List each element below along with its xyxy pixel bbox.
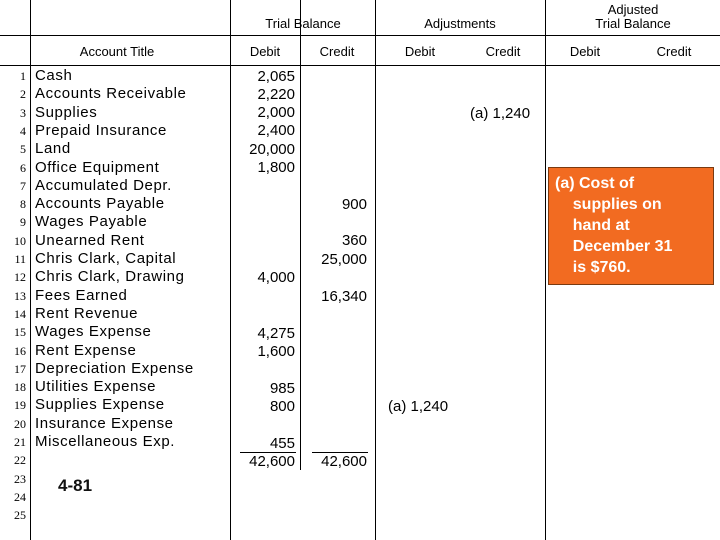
account-title: Land bbox=[35, 140, 71, 158]
account-title: Fees Earned bbox=[35, 286, 128, 304]
row-number: 4 bbox=[20, 123, 26, 138]
row-number: 8 bbox=[20, 197, 26, 212]
tb-debit-misc-expense: 455 bbox=[269, 435, 295, 452]
account-title: Wages Expense bbox=[35, 323, 152, 341]
account-title: Unearned Rent bbox=[35, 231, 145, 249]
row-number: 11 bbox=[14, 252, 26, 266]
note-line-4: December 31 bbox=[555, 238, 673, 255]
row-number: 19 bbox=[14, 398, 26, 413]
row-number: 12 bbox=[14, 270, 26, 285]
row-number: 15 bbox=[14, 325, 26, 340]
adj-debit-supplies-expense: (a) 1,240 bbox=[388, 398, 449, 415]
row-number: 14 bbox=[14, 306, 26, 321]
note-line-2: supplies on bbox=[555, 196, 662, 213]
tb-debit-prepaid-insurance: 2,400 bbox=[257, 122, 295, 139]
account-title: Chris Clark, Drawing bbox=[35, 268, 185, 286]
grid-vline-rownum bbox=[30, 0, 31, 540]
row-number: 5 bbox=[20, 142, 26, 157]
grid-vline-adjustments bbox=[375, 0, 376, 540]
row-number: 9 bbox=[20, 215, 26, 230]
header-adj-debit: Debit bbox=[404, 44, 436, 59]
grid-vline-adjusted bbox=[545, 0, 546, 540]
account-title: Supplies bbox=[35, 103, 98, 121]
account-title: Supplies Expense bbox=[35, 396, 165, 414]
row-number: 1 bbox=[20, 69, 26, 83]
tb-debit-supplies-expense: 800 bbox=[269, 398, 295, 415]
tb-debit-office-equipment: 1,800 bbox=[257, 159, 295, 176]
row-number: 6 bbox=[20, 160, 26, 175]
row-number: 20 bbox=[14, 416, 26, 431]
grid-vline-tb-credit bbox=[300, 0, 301, 470]
row-number: 13 bbox=[14, 288, 26, 303]
note-line-3: hand at bbox=[555, 217, 630, 234]
account-title: Rent Expense bbox=[35, 341, 137, 359]
row-number: 23 bbox=[14, 471, 26, 486]
header-atb-credit: Credit bbox=[656, 44, 692, 59]
tb-credit-fees-earned: 16,340 bbox=[321, 288, 367, 305]
tb-credit-accumulated-depr: 900 bbox=[341, 196, 367, 213]
tb-debit-wages-expense: 4,275 bbox=[257, 325, 295, 342]
row-number: 21 bbox=[14, 435, 26, 449]
account-title: Rent Revenue bbox=[35, 304, 139, 322]
header-trial-balance: Trial Balance bbox=[265, 16, 341, 31]
tb-credit-total: 42,600 bbox=[321, 453, 367, 470]
account-title: Chris Clark, Capital bbox=[35, 250, 177, 267]
header-adjusted-line1: Adjusted bbox=[607, 2, 659, 17]
account-title: Cash bbox=[35, 67, 73, 84]
row-number: 18 bbox=[14, 380, 26, 395]
tb-debit-cash: 2,065 bbox=[257, 68, 295, 85]
row-number: 17 bbox=[14, 361, 26, 376]
tb-credit-unearned-rent: 360 bbox=[341, 232, 367, 249]
tb-credit-capital: 25,000 bbox=[321, 251, 367, 268]
adj-credit-supplies: (a) 1,240 bbox=[470, 105, 531, 122]
tb-debit-total: 42,600 bbox=[249, 453, 295, 470]
note-line-5: is $760. bbox=[555, 259, 631, 276]
row-number: 22 bbox=[14, 453, 26, 468]
account-title: Wages Payable bbox=[35, 213, 148, 231]
account-title: Office Equipment bbox=[35, 158, 160, 176]
row-number: 16 bbox=[14, 343, 26, 358]
grid-vline-account bbox=[230, 0, 231, 540]
row-number: 3 bbox=[20, 105, 26, 120]
header-adjustments: Adjustments bbox=[424, 16, 496, 31]
account-title: Utilities Expense bbox=[35, 378, 157, 396]
account-title: Accumulated Depr. bbox=[35, 176, 172, 194]
header-adj-credit: Credit bbox=[485, 44, 521, 59]
note-line-1: (a) Cost of bbox=[555, 175, 635, 192]
row-number: 25 bbox=[14, 508, 26, 523]
row-number: 24 bbox=[14, 489, 26, 504]
tb-debit-utilities-expense: 985 bbox=[269, 380, 295, 397]
grid-hline-header-top bbox=[0, 35, 720, 36]
account-title: Insurance Expense bbox=[35, 414, 174, 432]
adjustment-note-box bbox=[548, 167, 714, 285]
header-account-title: Account Title bbox=[79, 44, 155, 59]
tb-debit-drawing: 4,000 bbox=[257, 269, 295, 286]
account-title: Miscellaneous Exp. bbox=[35, 433, 176, 450]
row-number: 10 bbox=[14, 233, 26, 248]
account-title: Accounts Payable bbox=[35, 195, 165, 213]
tb-debit-land: 20,000 bbox=[249, 141, 295, 158]
header-atb-debit: Debit bbox=[569, 44, 601, 59]
tb-debit-supplies: 2,000 bbox=[257, 104, 295, 121]
row-number: 2 bbox=[20, 87, 26, 102]
account-title: Prepaid Insurance bbox=[35, 121, 167, 139]
grid-hline-header-bottom bbox=[0, 65, 720, 66]
account-title: Accounts Receivable bbox=[35, 85, 187, 103]
header-adjusted-line2: Trial Balance bbox=[595, 16, 671, 31]
header-tb-credit: Credit bbox=[319, 44, 355, 59]
slide-number: 4-81 bbox=[58, 476, 93, 495]
header-tb-debit: Debit bbox=[249, 44, 281, 59]
tb-debit-accounts-receivable: 2,220 bbox=[257, 86, 295, 103]
tb-debit-rent-expense: 1,600 bbox=[257, 343, 295, 360]
row-number: 7 bbox=[20, 178, 26, 193]
account-title: Depreciation Expense bbox=[35, 359, 194, 377]
